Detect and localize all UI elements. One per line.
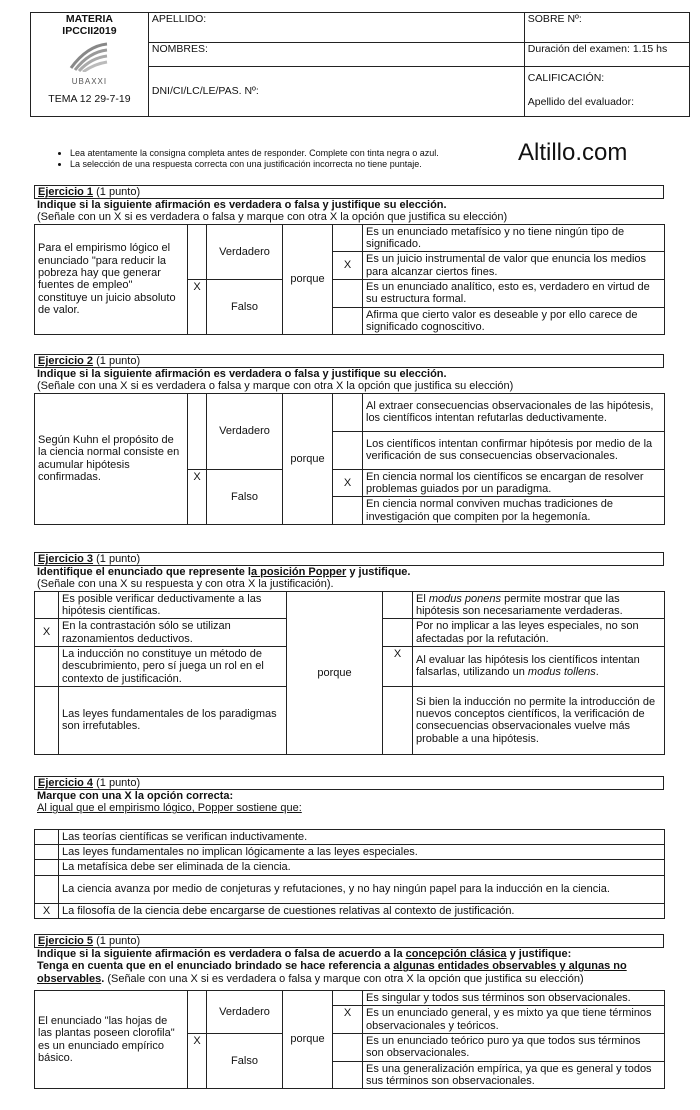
instruction-item: • La selección de una respuesta correcta con una justificación incorrecta no tiene puntaje.: [70, 159, 439, 170]
false-label: Falso: [207, 279, 283, 334]
exercise-header: [34, 934, 664, 948]
false-label: Falso: [207, 469, 283, 524]
exercise-question: [34, 566, 664, 578]
option-checkbox[interactable]: [333, 1061, 363, 1089]
justification-text: [413, 619, 665, 647]
option-checkbox[interactable]: X: [333, 469, 363, 497]
text-part: El: [416, 592, 429, 605]
exercise-header: [34, 552, 664, 566]
false-checkbox[interactable]: X: [188, 469, 207, 524]
false-label: Falso: [207, 1033, 283, 1088]
option-checkbox[interactable]: X: [333, 252, 363, 280]
evaluador-field[interactable]: Apellido del evaluador:: [527, 96, 635, 108]
answer-table: [34, 591, 665, 755]
option-text: Afirma que cierto valor es deseable y por ello carece de significado cognoscitivo.: [363, 307, 665, 335]
exercise-title: Ejercicio 1: [38, 186, 94, 198]
true-checkbox[interactable]: [188, 224, 207, 279]
option-checkbox[interactable]: [35, 860, 59, 875]
answer-table: [34, 990, 665, 1089]
sobre-field[interactable]: SOBRE Nº:: [524, 13, 689, 43]
option-text: La metafísica debe ser eliminada de la ciencia.: [59, 860, 665, 875]
justification-checkbox[interactable]: [383, 619, 413, 647]
exercise-3: [34, 552, 664, 755]
question-part: Tenga en cuenta que en el enunciado brindado se hace referencia a: [37, 960, 394, 973]
option-checkbox[interactable]: [35, 591, 59, 619]
option-checkbox[interactable]: [333, 224, 363, 252]
true-checkbox[interactable]: [188, 990, 207, 1033]
question-underlined: a posición Popper: [250, 566, 347, 578]
option-checkbox[interactable]: [333, 279, 363, 307]
option-text: En ciencia normal los científicos se encargan de resolver problemas guiados por un paradigma.: [363, 469, 665, 497]
dni-field[interactable]: DNI/CI/LC/LE/PAS. Nº:: [148, 67, 524, 117]
exercise-header: [34, 185, 664, 199]
option-checkbox[interactable]: [35, 844, 59, 859]
brand-watermark: Altillo.com: [518, 139, 628, 166]
option-checkbox[interactable]: [333, 1033, 363, 1061]
option-text: La ciencia avanza por medio de conjeturas y refutaciones, y no hay ningún papel para la inducción en la ciencia.: [59, 875, 665, 903]
true-label: Verdadero: [207, 990, 283, 1033]
ubaxxi-logo: [59, 42, 119, 76]
option-checkbox[interactable]: X: [333, 1006, 363, 1034]
option-text: Al extraer consecuencias observacionales de las hipótesis, los científicos intentan refutarlas deductivamente.: [363, 393, 665, 431]
text-part: .: [595, 666, 599, 679]
materia-label: MATERIA: [65, 13, 113, 25]
option-checkbox[interactable]: [333, 307, 363, 335]
option-text: Es un enunciado analítico, esto es, verdadero en virtud de su estructura formal.: [363, 279, 665, 307]
exercise-title: Ejercicio 4: [38, 777, 94, 789]
instructions: [58, 148, 439, 171]
exam-header: [30, 12, 690, 117]
text-part: Al evaluar las hipótesis los científicos intentan falsarlas, utilizando un: [416, 654, 640, 679]
porque-label: porque: [283, 224, 333, 335]
option-checkbox[interactable]: [333, 393, 363, 431]
statement: Según Kuhn el propósito de la ciencia normal consiste en acumular hipótesis confirmadas.: [35, 393, 188, 524]
option-checkbox[interactable]: [35, 686, 59, 754]
option-text: En la contrastación sólo se utilizan razonamientos deductivos.: [59, 619, 287, 647]
option-text: Es singular y todos sus términos son observacionales.: [363, 990, 665, 1005]
true-checkbox[interactable]: [188, 393, 207, 469]
option-checkbox[interactable]: [333, 497, 363, 525]
answer-table: [34, 393, 665, 525]
exercise-note: (Señale con una X si es verdadera o falsa y marque con otra X la opción que justifica su elección): [37, 380, 514, 393]
option-checkbox[interactable]: X: [35, 619, 59, 647]
exercise-subtitle: Al igual que el empirismo lógico, Popper sostiene que:: [37, 802, 302, 815]
tema: TEMA 12 29-7-19: [48, 93, 131, 106]
true-label: Verdadero: [207, 393, 283, 469]
exercise-note: (Señale con una X su respuesta y con otra X la justificación).: [37, 578, 334, 591]
duracion-field: Duración del examen: 1.15 hs: [524, 43, 689, 67]
option-text: En ciencia normal conviven muchas tradiciones de investigación que compiten por la hegemonía.: [363, 497, 665, 525]
text-part: Si bien la inducción no permite la introducción de nuevos conceptos científicos, la verificación de consecuencias observacionales vuelve más probable a una hipótesis.: [416, 695, 656, 745]
exercise-points: (1 punto): [96, 355, 141, 367]
statement: Para el empirismo lógico el enunciado "para reducir la pobreza hay que generar fuentes de empleo" constituye un juicio absoluto de valor.: [35, 224, 188, 335]
calificacion-cell: [524, 67, 689, 117]
text-part: permite mostrar que las hipótesis son necesariamente verdaderas.: [416, 592, 623, 617]
justification-text: [413, 686, 665, 754]
question-part: y justifique:: [506, 948, 572, 960]
question-part: .: [101, 972, 105, 985]
option-text: Es un enunciado general, y es mixto ya que tiene términos observacionales y teóricos.: [363, 1006, 665, 1034]
calificacion-field[interactable]: CALIFICACIÓN:: [527, 72, 605, 84]
question-part: y justifique.: [346, 566, 411, 578]
option-checkbox[interactable]: [35, 829, 59, 844]
porque-label: porque: [283, 990, 333, 1088]
instruction-item: • Lea atentamente la consigna completa antes de responder. Complete con tinta negra o azul.: [70, 148, 439, 159]
option-checkbox[interactable]: X: [35, 903, 59, 918]
logo-text: UBAXXI: [71, 76, 108, 86]
option-checkbox[interactable]: [35, 875, 59, 903]
option-text: Los científicos intentan confirmar hipótesis por medio de la verificación de sus consecuencias observacionales.: [363, 431, 665, 469]
option-checkbox[interactable]: [333, 431, 363, 469]
exercise-5: [34, 934, 664, 1089]
question-part: Indique si la siguiente afirmación es verdadera o falsa de acuerdo a la: [37, 948, 406, 960]
justification-text: [413, 591, 665, 619]
text-italic: modus tollens: [527, 666, 596, 679]
option-text: Es un juicio instrumental de valor que enuncia los medios para alcanzar ciertos fines.: [363, 252, 665, 280]
true-label: Verdadero: [207, 224, 283, 279]
subject-cell: [31, 13, 149, 117]
exercise-2: [34, 354, 664, 525]
option-text: Es un enunciado metafísico y no tiene ningún tipo de significado.: [363, 224, 665, 252]
text-italic: modus ponens: [428, 592, 502, 605]
false-checkbox[interactable]: X: [188, 1033, 207, 1088]
option-text: Es una generalización empírica, ya que es general y todos sus términos son observacionales.: [363, 1061, 665, 1089]
question-underlined: algunas entidades observables y algunas no observables: [37, 960, 627, 985]
exercise-points: (1 punto): [96, 553, 141, 565]
justification-checkbox[interactable]: [383, 591, 413, 619]
exercise-question: Indique si la siguiente afirmación es verdadera o falsa y justifique su elección.: [37, 368, 447, 380]
option-text: Es posible verificar deductivamente a las hipótesis científicas.: [59, 591, 287, 619]
apellido-field[interactable]: APELLIDO:: [148, 13, 524, 43]
porque-label: porque: [283, 393, 333, 524]
materia-code: IPCCII2019: [62, 24, 117, 37]
question-part: Identifique el enunciado que represente l: [37, 566, 251, 578]
exercise-header: [34, 776, 664, 790]
exercise-header: [34, 354, 664, 368]
option-text: Es un enunciado teórico puro ya que todos sus términos son observacionales.: [363, 1033, 665, 1061]
answer-table: [34, 829, 665, 919]
option-text: Las teorías científicas se verifican inductivamente.: [59, 829, 665, 844]
porque-label: porque: [287, 591, 383, 754]
exercise-question-2: [34, 960, 664, 985]
option-text: Las leyes fundamentales de los paradigmas son irrefutables.: [59, 686, 287, 754]
text-part: Por no implicar a las leyes especiales, no son afectadas por la refutación.: [416, 620, 639, 645]
option-text: Las leyes fundamentales no implican lógicamente a las leyes especiales.: [59, 844, 665, 859]
exercise-points: (1 punto): [96, 186, 141, 198]
option-checkbox[interactable]: [333, 990, 363, 1005]
exercise-points: (1 punto): [96, 935, 141, 947]
exercise-title: Ejercicio 5: [38, 935, 94, 947]
justification-checkbox[interactable]: X: [383, 646, 413, 686]
exercise-4: [34, 776, 664, 919]
option-text: La inducción no constituye un método de descubrimiento, pero sí juega un rol en el contexto de justificación.: [59, 646, 287, 686]
nombres-field[interactable]: NOMBRES:: [148, 43, 524, 67]
exercise-title: Ejercicio 3: [38, 553, 94, 565]
exercise-1: [34, 185, 664, 335]
option-text: La filosofía de la ciencia debe encargarse de cuestiones relativas al contexto de justificación.: [59, 903, 665, 918]
exercise-points: (1 punto): [96, 777, 141, 789]
question-underlined: concepción clásica: [405, 948, 507, 960]
justification-text: [413, 646, 665, 686]
exercise-question: Marque con una X la opción correcta:: [37, 790, 234, 802]
answer-table: [34, 224, 665, 336]
exercise-title: Ejercicio 2: [38, 355, 94, 367]
exercise-question: Indique si la siguiente afirmación es verdadera o falsa y justifique su elección.: [37, 199, 447, 211]
exercise-question: [34, 948, 664, 960]
statement: El enunciado "las hojas de las plantas poseen clorofila" es un enunciado empírico básico.: [35, 990, 188, 1088]
exercise-note: (Señale con un X si es verdadera o falsa y marque con otra X la opción que justifica su elección): [37, 211, 508, 224]
justification-checkbox[interactable]: [383, 686, 413, 754]
exercise-note: (Señale con una X si es verdadera o falsa y marque con otra X la opción que justifica su elección): [104, 972, 584, 985]
false-checkbox[interactable]: X: [188, 279, 207, 334]
option-checkbox[interactable]: [35, 646, 59, 686]
